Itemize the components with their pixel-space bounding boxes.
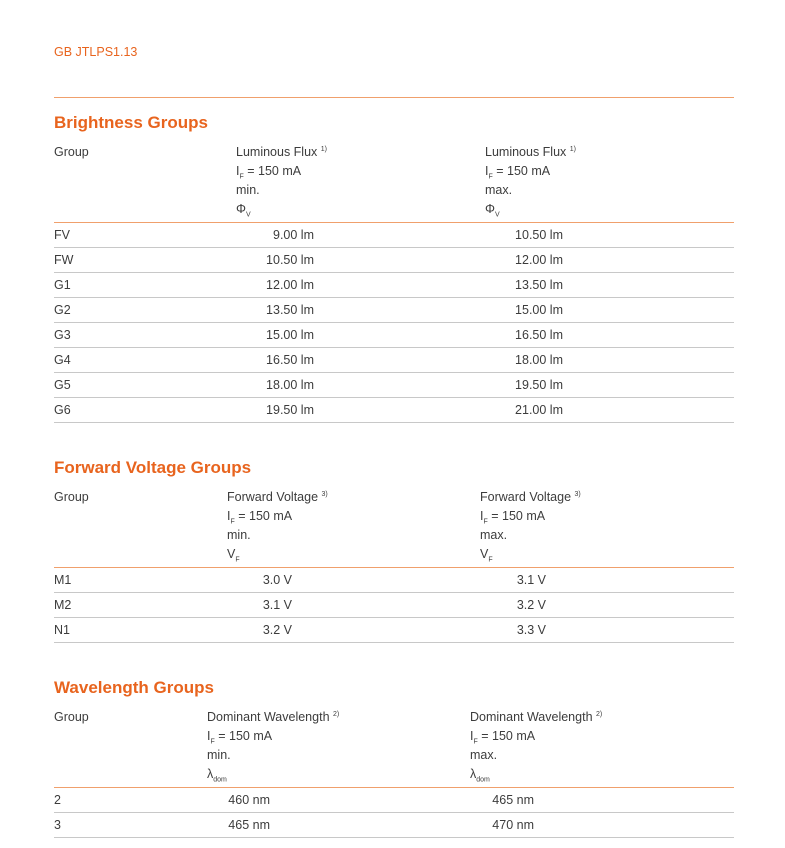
test-condition	[485, 162, 576, 181]
table-row	[54, 248, 734, 273]
section-title: Wavelength Groups	[54, 678, 214, 697]
condition-symbol: I	[485, 164, 489, 178]
group-cell: 3	[54, 818, 61, 832]
table-header	[54, 488, 734, 567]
parameter-name: Dominant Wavelength	[470, 710, 593, 724]
condition-value: = 150 mA	[243, 164, 302, 178]
table-row	[54, 298, 734, 323]
min-value-cell: 16.50 lm	[266, 353, 314, 367]
symbol-subscript: F	[488, 556, 493, 564]
parameter-name-line	[485, 143, 576, 162]
forward-voltage-groups-section	[54, 458, 734, 643]
limit-label: min.	[207, 748, 231, 762]
group-cell: M1	[54, 573, 72, 587]
parameter-name: Dominant Wavelength	[207, 710, 330, 724]
table-row	[54, 348, 734, 373]
symbol: Φ	[485, 202, 495, 216]
table-row	[54, 323, 734, 348]
max-column-header	[470, 708, 602, 784]
symbol-line	[236, 200, 327, 219]
condition-symbol: I	[227, 509, 231, 523]
min-column-header	[227, 488, 328, 564]
parameter-name-line	[470, 708, 602, 727]
table-row	[54, 788, 734, 813]
min-value-cell: 10.50 lm	[266, 253, 314, 267]
min-value-cell: 3.0 V	[262, 573, 292, 587]
condition-value: = 150 mA	[487, 509, 546, 523]
test-condition	[470, 727, 602, 746]
symbol-subscript: dom	[213, 776, 227, 784]
test-condition	[227, 507, 328, 526]
table-row	[54, 568, 734, 593]
min-value-cell: 18.00 lm	[266, 378, 314, 392]
max-value-cell: 19.50 lm	[515, 378, 563, 392]
group-column-header: Group	[54, 710, 89, 724]
min-value-cell: 15.00 lm	[266, 328, 314, 342]
table-row	[54, 593, 734, 618]
max-value-cell: 21.00 lm	[515, 403, 563, 417]
min-value-cell: 3.1 V	[262, 598, 292, 612]
parameter-name: Luminous Flux	[236, 145, 318, 159]
symbol-subscript: F	[235, 556, 240, 564]
table-row	[54, 398, 734, 423]
max-value-cell: 3.3 V	[516, 623, 546, 637]
group-cell: G3	[54, 328, 71, 342]
max-value-cell: 18.00 lm	[515, 353, 563, 367]
condition-value: = 150 mA	[214, 729, 273, 743]
condition-value: = 150 mA	[234, 509, 293, 523]
limit-label: min.	[227, 528, 251, 542]
group-cell: G1	[54, 278, 71, 292]
condition-symbol: I	[470, 729, 474, 743]
max-column-header	[485, 143, 576, 219]
brightness-groups-section	[54, 113, 734, 423]
max-value-cell: 16.50 lm	[515, 328, 563, 342]
table-header	[54, 708, 734, 787]
parameter-name-line	[207, 708, 339, 727]
footnote-ref: 2)	[596, 710, 603, 718]
condition-value: = 150 mA	[492, 164, 551, 178]
limit-label: max.	[480, 528, 508, 542]
group-cell: N1	[54, 623, 70, 637]
condition-symbol: I	[480, 509, 484, 523]
parameter-name: Luminous Flux	[485, 145, 567, 159]
min-column-header	[207, 708, 339, 784]
parameter-name-line	[227, 488, 328, 507]
document-id: GB JTLPS1.13	[54, 45, 138, 59]
group-cell: G6	[54, 403, 71, 417]
parameter-name: Forward Voltage	[227, 490, 319, 504]
symbol-line	[207, 765, 339, 784]
table-row	[54, 373, 734, 398]
group-column-header: Group	[54, 490, 89, 504]
header-rule	[54, 97, 734, 98]
condition-subscript: F	[488, 173, 493, 181]
group-cell: FV	[54, 228, 70, 242]
symbol-subscript: V	[494, 211, 500, 219]
min-value-cell: 465 nm	[228, 818, 270, 832]
test-condition	[207, 727, 339, 746]
max-value-cell: 470 nm	[492, 818, 534, 832]
test-condition	[236, 162, 327, 181]
symbol-line	[227, 545, 328, 564]
condition-subscript: F	[483, 518, 488, 526]
symbol-line	[485, 200, 576, 219]
symbol: V	[480, 547, 489, 561]
table-row	[54, 273, 734, 298]
parameter-name: Forward Voltage	[480, 490, 572, 504]
section-title: Forward Voltage Groups	[54, 458, 252, 477]
min-value-cell: 13.50 lm	[266, 303, 314, 317]
max-value-cell: 465 nm	[492, 793, 534, 807]
min-value-cell: 9.00 lm	[273, 228, 314, 242]
footnote-ref: 1)	[320, 145, 328, 153]
symbol-line	[480, 545, 581, 564]
max-column-header	[480, 488, 581, 564]
max-value-cell: 13.50 lm	[515, 278, 563, 292]
group-cell: G4	[54, 353, 71, 367]
min-value-cell: 12.00 lm	[266, 278, 314, 292]
group-cell: M2	[54, 598, 72, 612]
symbol-subscript: V	[245, 211, 251, 219]
condition-subscript: F	[210, 738, 215, 746]
condition-symbol: I	[207, 729, 211, 743]
symbol-line	[470, 765, 602, 784]
condition-subscript: F	[239, 173, 244, 181]
condition-subscript: F	[473, 738, 478, 746]
footnote-ref: 2)	[333, 710, 340, 718]
condition-symbol: I	[236, 164, 240, 178]
min-value-cell: 460 nm	[228, 793, 270, 807]
test-condition	[480, 507, 581, 526]
limit-label: max.	[470, 748, 498, 762]
footnote-ref: 3)	[321, 490, 328, 498]
table-header	[54, 143, 734, 222]
symbol: V	[227, 547, 236, 561]
max-value-cell: 3.1 V	[516, 573, 546, 587]
max-value-cell: 12.00 lm	[515, 253, 563, 267]
symbol: λ	[207, 767, 214, 781]
group-column-header: Group	[54, 145, 89, 159]
symbol: Φ	[236, 202, 246, 216]
max-value-cell: 3.2 V	[516, 598, 546, 612]
wavelength-groups-section	[54, 678, 734, 838]
group-cell: FW	[54, 253, 74, 267]
min-value-cell: 3.2 V	[262, 623, 292, 637]
table-row	[54, 618, 734, 643]
parameter-name-line	[480, 488, 581, 507]
footnote-ref: 3)	[574, 490, 581, 498]
group-cell: G2	[54, 303, 71, 317]
symbol-subscript: dom	[476, 776, 490, 784]
section-title: Brightness Groups	[54, 113, 208, 132]
footnote-ref: 1)	[569, 145, 577, 153]
limit-label: min.	[236, 183, 260, 197]
table-row	[54, 223, 734, 248]
symbol: λ	[470, 767, 477, 781]
min-column-header	[236, 143, 327, 219]
max-value-cell: 10.50 lm	[515, 228, 563, 242]
group-cell: 2	[54, 793, 61, 807]
parameter-name-line	[236, 143, 327, 162]
limit-label: max.	[485, 183, 513, 197]
table-row	[54, 813, 734, 838]
max-value-cell: 15.00 lm	[515, 303, 563, 317]
min-value-cell: 19.50 lm	[266, 403, 314, 417]
condition-subscript: F	[230, 518, 235, 526]
condition-value: = 150 mA	[477, 729, 536, 743]
group-cell: G5	[54, 378, 71, 392]
